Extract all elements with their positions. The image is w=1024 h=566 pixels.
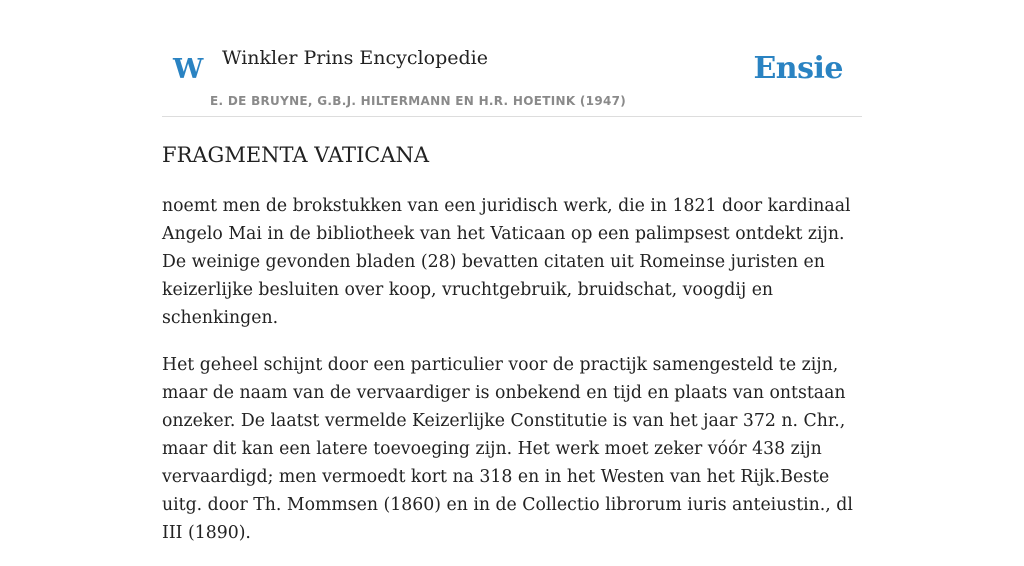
authors-line: E. DE BRUYNE, G.B.J. HILTERMANN EN H.R. HOETINK (1947) bbox=[210, 94, 627, 108]
article-body bbox=[162, 192, 862, 566]
page-header bbox=[162, 0, 862, 117]
article-paragraph: Het geheel schijnt door een particulier voor de practijk samengesteld te zijn, maar de naam van de vervaardiger is onbekend en tijd en plaats van ontstaan onzeker. De laatst vermelde Keizerlijke Constitutie is van het jaar 372 n. Chr., maar dit kan een latere toevoeging zijn. Het werk moet zeker vóór 438 zijn vervaardigd; men vermoedt kort na 318 en in het Westen van het Rijk.Beste uitg. door Th. Mommsen (1860) en in de Collectio librorum iuris anteiustin., dl III (1890). bbox=[162, 355, 853, 543]
winkler-prins-logo[interactable]: W bbox=[173, 54, 204, 85]
publication-title[interactable]: Winkler Prins Encyclopedie bbox=[222, 47, 488, 69]
ensie-brand-logo[interactable]: Ensie bbox=[753, 51, 843, 86]
article-paragraph: noemt men de brokstukken van een juridisch werk, die in 1821 door kardinaal Angelo Mai in de bibliotheek van het Vaticaan op een palimpsest ontdekt zijn. De weinige gevonden bladen (28) bevatten citaten uit Romeinse juristen en keizerlijke besluiten over koop, vruchtgebruik, bruidschat, voogdij en schenkingen. bbox=[162, 196, 851, 328]
article-title: FRAGMENTA VATICANA bbox=[162, 143, 430, 167]
article-page bbox=[162, 0, 862, 543]
